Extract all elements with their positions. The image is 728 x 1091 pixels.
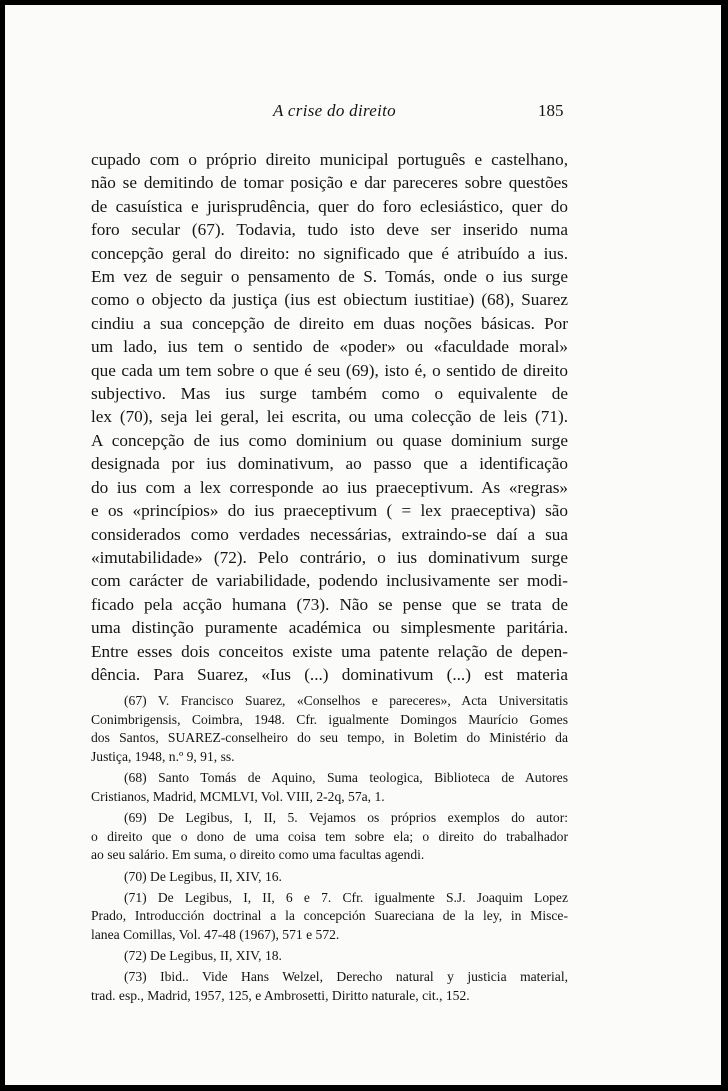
footnote-71 <box>91 889 568 945</box>
body-line: Entre esses dois conceitos existe uma patente relação de depen- <box>91 641 568 661</box>
body-line: foro secular (67). Todavia, tudo isto deve ser inserido numa <box>91 220 568 240</box>
page-header <box>5 101 721 125</box>
body-text <box>91 148 568 686</box>
body-line: Em vez de seguir o pensamento de S. Tomás, onde o ius surge <box>91 267 568 287</box>
body-line: não se demitindo de tomar posição e dar pareceres sobre questões <box>91 173 568 193</box>
page-number: 185 <box>538 101 564 120</box>
footnote-line: (72) De Legibus, II, XIV, 18. <box>124 948 282 964</box>
footnote-67 <box>91 692 568 767</box>
body-line: A concepção de ius como dominium ou quase dominium surge <box>91 430 568 450</box>
footnote-70 <box>91 868 568 887</box>
footnote-73 <box>91 968 568 1005</box>
footnote-line: (68) Santo Tomás de Aquino, Suma teologica, Biblioteca de Autores <box>124 770 568 786</box>
running-title: A crise do direito <box>273 101 396 120</box>
footnote-line: (70) De Legibus, II, XIV, 16. <box>124 868 282 884</box>
footnote-line: Conimbrigensis, Coimbra, 1948. Cfr. igualmente Domingos Maurício Gomes <box>91 711 568 727</box>
footnote-line: o direito que o dono de uma coisa tem sobre ela; o direito do trabalhador <box>91 828 568 844</box>
body-line: uma distinção puramente académica ou simplesmente paritária. <box>91 618 568 638</box>
body-line: de casuística e jurisprudência, quer do foro eclesiástico, quer do <box>91 196 568 216</box>
footnote-68 <box>91 769 568 806</box>
footnotes <box>91 692 568 1008</box>
footnote-line: Cristianos, Madrid, MCMLVI, Vol. VIII, 2-2q, 57a, 1. <box>91 788 385 804</box>
body-line: designada por ius dominativum, ao passo que a identificação <box>91 454 568 474</box>
footnote-line: trad. esp., Madrid, 1957, 125, e Ambrosetti, Diritto naturale, cit., 152. <box>91 987 470 1003</box>
body-line: cupado com o próprio direito municipal português e castelhano, <box>91 150 568 169</box>
body-line: e os «princípios» do ius praeceptivum ( = lex praeceptiva) são <box>91 501 568 521</box>
body-line: como o objecto da justiça (ius est obiectum iustitiae) (68), Suarez <box>91 290 568 310</box>
body-line: concepção geral do direito: no significado que é atribuído a ius. <box>91 243 568 263</box>
body-line: «imutabilidade» (72). Pelo contrário, o ius dominativum surge <box>91 547 568 567</box>
body-line: lex (70), seja lei geral, lei escrita, ou uma colecção de leis (71). <box>91 407 568 427</box>
footnote-line: (69) De Legibus, I, II, 5. Vejamos os próprios exemplos do autor: <box>124 810 568 825</box>
body-line: que cada um tem sobre o que é seu (69), isto é, o sentido de direito <box>91 360 568 380</box>
footnote-line: lanea Comillas, Vol. 47-48 (1967), 571 e 572. <box>91 927 340 942</box>
body-line: dência. Para Suarez, «Ius (...) dominativum (...) est materia <box>91 664 568 684</box>
book-page <box>5 5 721 1085</box>
footnote-line: (67) V. Francisco Suarez, «Conselhos e pareceres», Acta Universitatis <box>124 693 568 708</box>
footnote-72 <box>91 947 568 966</box>
footnote-line: Prado, Introducción doctrinal a la concepción Suareciana de la ley, in Misce- <box>91 908 568 924</box>
footnote-line: (71) De Legibus, I, II, 6 e 7. Cfr. igualmente S.J. Joaquim Lopez <box>124 889 568 905</box>
body-line: considerados como verdades necessárias, extraindo-se daí a sua <box>91 524 568 544</box>
footnote-line: ao seu salário. Em suma, o direito como uma facultas agendi. <box>91 847 425 863</box>
footnote-line: (73) Ibid.. Vide Hans Welzel, Derecho natural y justicia material, <box>124 969 568 985</box>
footnote-line: dos Santos, SUAREZ-conselheiro do seu tempo, in Boletim do Ministério da <box>91 730 568 746</box>
body-line: do ius com a lex corresponde ao ius praeceptivum. As «regras» <box>91 477 568 497</box>
footnote-line: Justiça, 1948, n.º 9, 91, ss. <box>91 749 235 765</box>
body-line: com carácter de variabilidade, podendo inclusivamente ser modi- <box>91 571 568 591</box>
body-line: um lado, ius tem o sentido de «poder» ou «faculdade moral» <box>91 337 568 357</box>
footnote-69 <box>91 809 568 865</box>
body-line: ficado pela acção humana (73). Não se pense que se trata de <box>91 594 568 614</box>
body-line: cindiu a sua concepção de direito em duas noções básicas. Por <box>91 313 568 333</box>
body-line: subjectivo. Mas ius surge também como o equivalente de <box>91 384 568 404</box>
